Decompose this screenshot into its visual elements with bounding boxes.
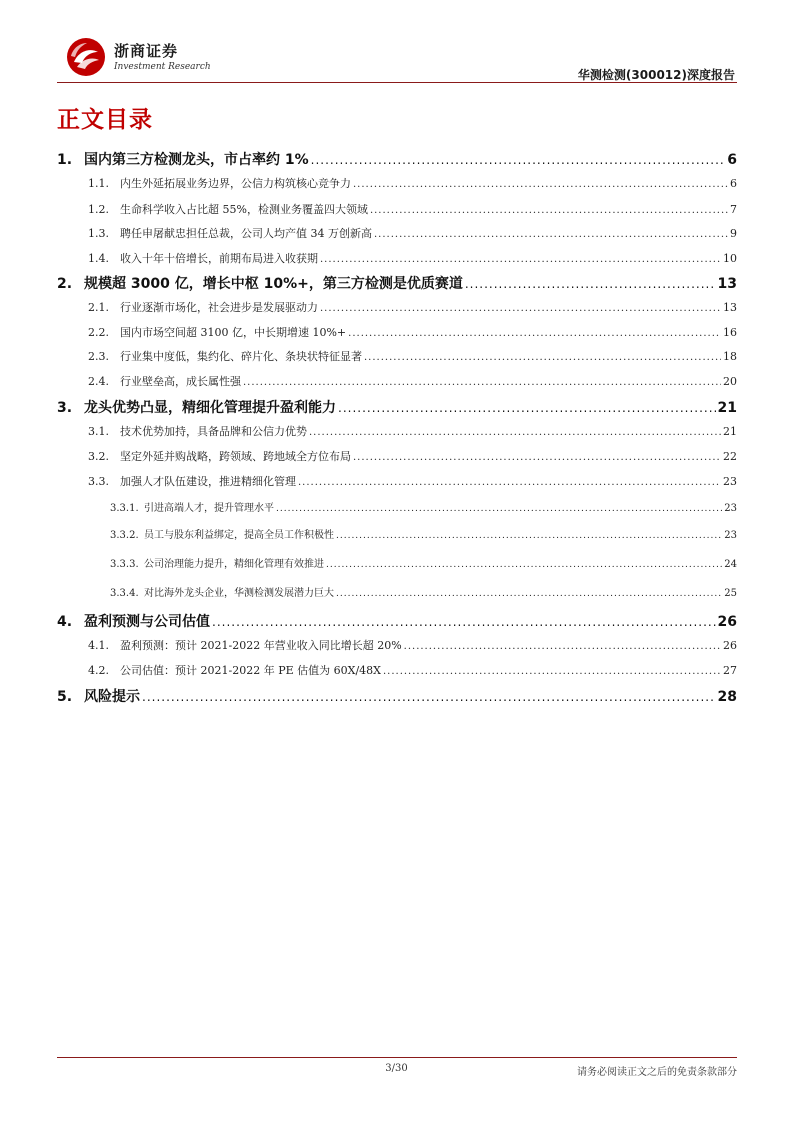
toc-page: 16	[723, 326, 737, 339]
toc-entry[interactable]	[57, 149, 737, 169]
toc-entry[interactable]	[57, 423, 737, 439]
toc-leader	[383, 666, 721, 677]
toc-leader	[142, 690, 716, 704]
toc-leader	[311, 153, 726, 167]
toc-entry[interactable]	[57, 686, 737, 706]
toc-page: 13	[723, 301, 737, 314]
toc-page: 9	[730, 227, 737, 240]
toc-number: 3.1.	[88, 425, 109, 438]
toc-leader	[364, 352, 721, 363]
logo-text-en: Investment Research	[114, 62, 211, 72]
toc-page: 21	[723, 425, 737, 438]
toc-entry[interactable]	[57, 250, 737, 266]
toc-leader	[298, 477, 721, 488]
toc-page: 18	[723, 350, 737, 363]
toc-number: 4.	[57, 614, 73, 630]
toc-leader	[309, 427, 721, 438]
toc-title: 盈利预测与公司估值	[84, 614, 210, 630]
toc-page: 25	[724, 588, 737, 599]
toc-title: 聘任申屠献忠担任总裁，公司人均产值 34 万创新高	[120, 227, 372, 240]
toc-entry[interactable]	[57, 201, 737, 217]
toc-page: 24	[724, 559, 737, 570]
toc-number: 3.	[57, 400, 73, 416]
toc-leader	[336, 589, 722, 599]
footer-divider	[57, 1057, 737, 1058]
toc-entry[interactable]	[57, 526, 737, 541]
toc-leader	[370, 205, 728, 216]
report-title: 华测检测(300012)深度报告	[577, 68, 735, 82]
toc-page: 27	[723, 664, 737, 677]
toc-title: 龙头优势凸显，精细化管理提升盈利能力	[84, 400, 336, 416]
toc-title: 收入十年十倍增长，前期布局进入收获期	[120, 252, 318, 265]
toc-entry[interactable]	[57, 499, 737, 514]
toc-leader	[243, 377, 721, 388]
toc-number: 2.1.	[88, 301, 109, 314]
toc-entry[interactable]	[57, 175, 737, 191]
footer-disclaimer: 请务必阅读正文之后的免责条款部分	[577, 1067, 737, 1078]
toc-leader	[320, 303, 721, 314]
toc-page: 23	[724, 530, 737, 541]
toc-entry[interactable]	[57, 273, 737, 293]
toc-title: 对比海外龙头企业，华测检测发展潜力巨大	[144, 588, 334, 599]
toc-title: 行业逐渐市场化，社会进步是发展驱动力	[120, 301, 318, 314]
toc-entry[interactable]	[57, 611, 737, 631]
toc-title: 盈利预测：预计 2021-2022 年营业收入同比增长超 20%	[120, 639, 402, 652]
toc-title: 行业壁垒高，成长属性强	[120, 375, 241, 388]
toc-leader	[212, 615, 716, 629]
toc-number: 2.2.	[88, 326, 109, 339]
page-number: 3/30	[385, 1063, 408, 1074]
toc-leader	[338, 401, 716, 415]
toc-entry[interactable]	[57, 324, 737, 340]
toc-number: 3.3.2.	[110, 530, 139, 541]
toc-title: 国内市场空间超 3100 亿，中长期增速 10%+	[120, 326, 347, 339]
header-divider	[57, 82, 737, 83]
toc-number: 2.	[57, 276, 73, 292]
toc-title: 技术优势加持，具备品牌和公信力优势	[120, 425, 307, 438]
toc-page: 7	[730, 203, 737, 216]
toc-entry[interactable]	[57, 397, 737, 417]
toc-entry[interactable]	[57, 448, 737, 464]
toc-leader	[353, 179, 728, 190]
toc-title: 国内第三方检测龙头，市占率约 1%	[84, 152, 309, 168]
toc-leader	[348, 328, 721, 339]
toc-number: 4.2.	[88, 664, 109, 677]
toc-entry[interactable]	[57, 225, 737, 241]
toc-page: 23	[723, 475, 737, 488]
toc-entry[interactable]	[57, 299, 737, 315]
toc-title: 风险提示	[84, 689, 140, 705]
toc-leader	[320, 254, 721, 265]
toc-title: 行业集中度低，集约化、碎片化、条块状特征显著	[120, 350, 362, 363]
toc-title: 公司治理能力提升，精细化管理有效推进	[144, 559, 324, 570]
toc-page: 20	[723, 375, 737, 388]
toc-title: 引进高端人才，提升管理水平	[144, 503, 274, 514]
page-title: 正文目录	[57, 107, 153, 133]
brokerage-logo-icon	[65, 36, 107, 78]
toc-leader	[276, 504, 722, 514]
toc-number: 1.2.	[88, 203, 109, 216]
toc-entry[interactable]	[57, 555, 737, 570]
toc-entry[interactable]	[57, 373, 737, 389]
toc-leader	[326, 560, 722, 570]
toc-entry[interactable]	[57, 637, 737, 653]
toc-title: 坚定外延并购战略，跨领域、跨地域全方位布局	[120, 450, 351, 463]
toc-title: 公司估值：预计 2021-2022 年 PE 估值为 60X/48X	[120, 664, 381, 677]
toc-number: 1.3.	[88, 227, 109, 240]
toc-number: 3.3.	[88, 475, 109, 488]
logo-text-cn: 浙商证券	[114, 42, 179, 60]
toc-page: 21	[717, 400, 737, 416]
toc-title: 加强人才队伍建设，推进精细化管理	[120, 475, 296, 488]
toc-entry[interactable]	[57, 348, 737, 364]
toc-number: 3.3.4.	[110, 588, 139, 599]
toc-number: 3.3.3.	[110, 559, 139, 570]
toc-page: 23	[724, 503, 737, 514]
toc-title: 员工与股东利益绑定，提高全员工作积极性	[144, 530, 334, 541]
toc-number: 3.2.	[88, 450, 109, 463]
page-header	[57, 30, 737, 82]
toc-number: 1.	[57, 152, 73, 168]
toc-page: 6	[727, 152, 737, 168]
toc-leader	[374, 229, 728, 240]
toc-page: 13	[717, 276, 737, 292]
toc-page: 10	[723, 252, 737, 265]
toc-title: 规模超 3000 亿，增长中枢 10%+，第三方检测是优质赛道	[84, 276, 463, 292]
toc-page: 6	[730, 177, 737, 190]
toc-number: 5.	[57, 689, 73, 705]
toc-page: 28	[717, 689, 737, 705]
toc-entry[interactable]	[57, 473, 737, 489]
toc-number: 2.4.	[88, 375, 109, 388]
toc-page: 26	[717, 614, 737, 630]
toc-number: 1.4.	[88, 252, 109, 265]
toc-page: 22	[723, 450, 737, 463]
toc-page: 26	[723, 639, 737, 652]
toc-leader	[336, 531, 722, 541]
toc-entry[interactable]	[57, 662, 737, 678]
toc-title: 内生外延拓展业务边界，公信力构筑核心竞争力	[120, 177, 351, 190]
toc-number: 4.1.	[88, 639, 109, 652]
toc-leader	[465, 277, 716, 291]
toc-leader	[353, 452, 721, 463]
toc-leader	[404, 641, 721, 652]
toc-entry[interactable]	[57, 584, 737, 599]
toc-title: 生命科学收入占比超 55%，检测业务覆盖四大领域	[120, 203, 368, 216]
toc-number: 2.3.	[88, 350, 109, 363]
toc-number: 3.3.1.	[110, 503, 139, 514]
toc-number: 1.1.	[88, 177, 109, 190]
